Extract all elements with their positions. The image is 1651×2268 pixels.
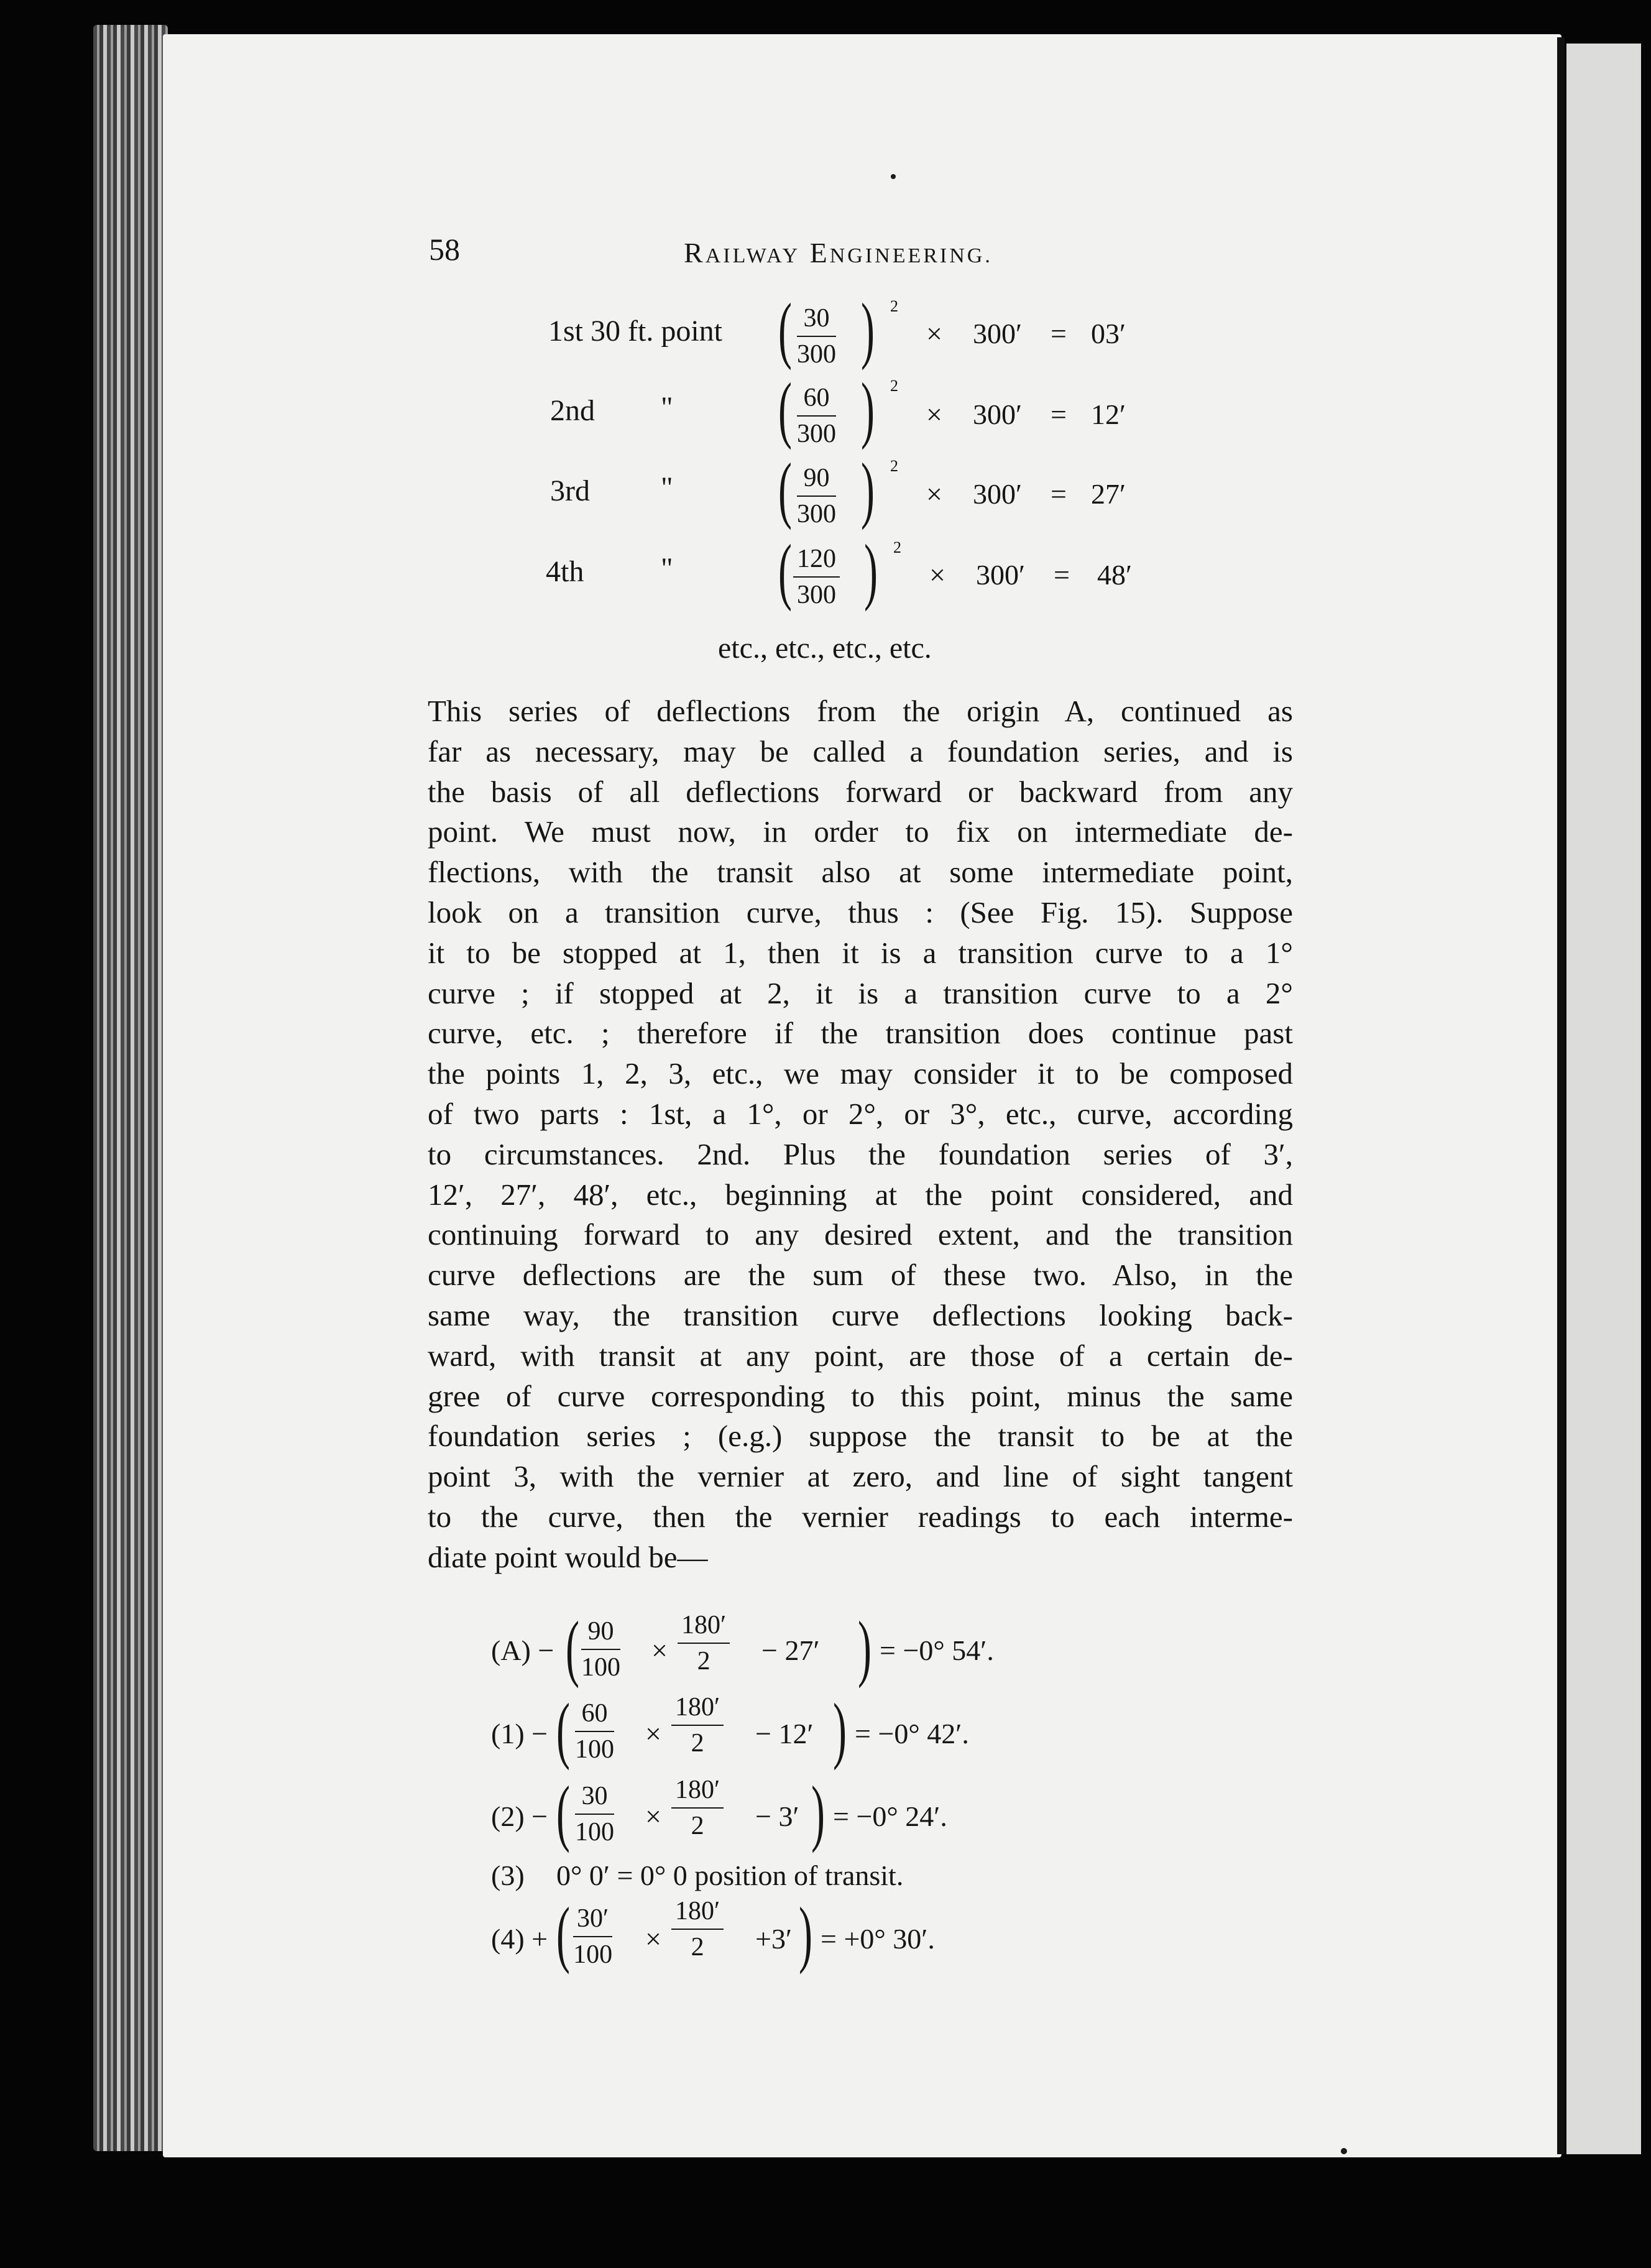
times-sign: ×: [926, 478, 942, 510]
running-title: RAILWAY ENGINEERING.: [684, 237, 993, 269]
times-sign: ×: [645, 1718, 661, 1749]
paragraph-line: point. We must now, in order to fix on intermediate de-: [428, 814, 1293, 849]
result: 12′: [1091, 399, 1126, 430]
multiplier: 300′: [973, 399, 1023, 430]
paragraph-line: same way, the transition curve deflections looking back-: [428, 1298, 1293, 1332]
right-paren: ): [861, 448, 875, 530]
row-label: 4th: [546, 555, 584, 588]
reading-result: = −0° 42′.: [855, 1718, 969, 1749]
paragraph-line: continuing forward to any desired extent, and the transition: [428, 1217, 1293, 1252]
fraction: $\frac{30}{100}$: [575, 1782, 614, 1846]
gutter-shadow: [1557, 37, 1565, 2154]
etc-line: etc., etc., etc., etc.: [718, 632, 932, 665]
paragraph-line: the points 1, 2, 3, etc., we may consider it to be composed: [428, 1056, 1293, 1091]
speck: [1341, 2148, 1347, 2154]
ditto-mark: ": [661, 391, 673, 424]
equals-sign: =: [1051, 478, 1067, 510]
fraction: $\frac{60}{300}$: [797, 384, 836, 448]
paragraph-line: ward, with transit at any point, are those of a certain de-: [428, 1338, 1293, 1373]
paragraph-line: foundation series ; (e.g.) suppose the transit to be at the: [428, 1419, 1293, 1454]
right-paren: ): [799, 1892, 812, 1975]
result: 48′: [1097, 559, 1133, 591]
paragraph-line: gree of curve corresponding to this point, minus the same: [428, 1378, 1293, 1413]
exponent: 2: [890, 457, 898, 475]
equals-sign: =: [1054, 559, 1070, 591]
multiplier: 300′: [973, 318, 1023, 349]
left-paren: (: [778, 529, 792, 612]
reading-label: (4) +: [491, 1923, 548, 1955]
fraction: $\frac{90}{300}$: [797, 464, 836, 528]
left-paren: (: [778, 367, 792, 450]
times-sign: ×: [645, 1800, 661, 1832]
right-paren: ): [864, 529, 878, 612]
reading-label: (A) −: [491, 1634, 554, 1666]
subtracted-term: − 27′: [761, 1634, 820, 1666]
paragraph-line: it to be stopped at 1, then it is a transition curve to a 1°: [428, 935, 1293, 970]
ditto-mark: ": [661, 552, 673, 585]
paragraph-line: curve, etc. ; therefore if the transition does continue past: [428, 1016, 1293, 1051]
multiplier: 300′: [973, 478, 1023, 510]
paragraph-line: flections, with the transit also at some intermediate point,: [428, 855, 1293, 890]
fraction: $\frac{30'}{100}$: [573, 1904, 613, 1969]
page-number: 58: [429, 232, 460, 267]
times-sign: ×: [926, 318, 942, 349]
multiplier: 300′: [976, 559, 1026, 591]
paragraph-line: point 3, with the vernier at zero, and line of sight tangent: [428, 1459, 1293, 1494]
right-paren: ): [858, 1606, 871, 1689]
fraction: $\frac{60}{100}$: [575, 1699, 614, 1764]
paragraph-line: to circumstances. 2nd. Plus the foundation series of 3′,: [428, 1136, 1293, 1171]
times-sign: ×: [645, 1923, 661, 1955]
result: 27′: [1091, 478, 1126, 510]
row-label: 1st 30 ft. point: [548, 315, 723, 348]
paragraph-line: This series of deflections from the origin A, continued as: [428, 694, 1293, 728]
paragraph-line: diate point would be—: [428, 1539, 708, 1574]
fraction: $\frac{90}{100}$: [581, 1617, 620, 1682]
added-term: +3′: [755, 1923, 793, 1955]
row-label: 3rd: [550, 474, 590, 507]
paragraph-line: of two parts : 1st, a 1°, or 2°, or 3°, etc., curve, according: [428, 1096, 1293, 1131]
reading-label: (3): [491, 1860, 525, 1891]
right-paren: ): [861, 288, 875, 371]
speck: [891, 174, 896, 179]
times-sign: ×: [651, 1634, 668, 1666]
right-paren: ): [833, 1688, 847, 1771]
fraction: $\frac{180'}{2}$: [671, 1896, 724, 1962]
subtracted-term: − 3′: [755, 1800, 799, 1832]
fraction: $\frac{180'}{2}$: [678, 1610, 730, 1676]
right-paren: ): [811, 1771, 825, 1853]
left-paren: (: [778, 288, 792, 371]
equals-sign: =: [1051, 399, 1067, 430]
facing-page-edge: [1566, 44, 1641, 2154]
equals-sign: =: [1051, 318, 1067, 349]
fraction: $\frac{180'}{2}$: [671, 1775, 724, 1841]
paragraph-line: the basis of all deflections forward or backward from any: [428, 774, 1293, 809]
subtracted-term: − 12′: [755, 1718, 814, 1749]
reading-text: 0° 0′ = 0° 0 position of transit.: [556, 1860, 904, 1891]
reading-result: = −0° 54′.: [880, 1634, 994, 1666]
left-paren: (: [556, 1688, 570, 1771]
left-paren: (: [566, 1606, 579, 1689]
body-paragraph: [428, 691, 1293, 1578]
paragraph-line: curve ; if stopped at 2, it is a transition curve to a 2°: [428, 975, 1293, 1010]
left-paren: (: [556, 1892, 570, 1975]
times-sign: ×: [929, 559, 945, 591]
paragraph-line: to the curve, then the vernier readings to each interme-: [428, 1499, 1293, 1534]
times-sign: ×: [926, 399, 942, 430]
paragraph-line: curve deflections are the sum of these two. Also, in the: [428, 1258, 1293, 1293]
exponent: 2: [890, 377, 898, 395]
row-label: 2nd: [550, 394, 595, 427]
result: 03′: [1091, 318, 1126, 349]
reading-label: (1) −: [491, 1718, 548, 1749]
reading-result: = +0° 30′.: [821, 1923, 935, 1955]
fraction: $\frac{120}{300}$: [793, 544, 840, 610]
exponent: 2: [890, 297, 898, 315]
paragraph-line: 12′, 27′, 48′, etc., beginning at the point considered, and: [428, 1177, 1293, 1212]
left-paren: (: [778, 448, 792, 530]
exponent: 2: [893, 538, 901, 556]
book-page-edges: [93, 25, 168, 2151]
right-paren: ): [861, 367, 875, 450]
ditto-mark: ": [661, 471, 673, 504]
paragraph-line: look on a transition curve, thus : (See Fig. 15). Suppose: [428, 895, 1293, 929]
reading-label: (2) −: [491, 1800, 548, 1832]
fraction: $\frac{180'}{2}$: [671, 1692, 724, 1758]
fraction: $\frac{30}{300}$: [797, 304, 836, 369]
paragraph-line: far as necessary, may be called a foundation series, and is: [428, 734, 1293, 768]
left-paren: (: [556, 1771, 570, 1853]
reading-result: = −0° 24′.: [833, 1800, 947, 1832]
